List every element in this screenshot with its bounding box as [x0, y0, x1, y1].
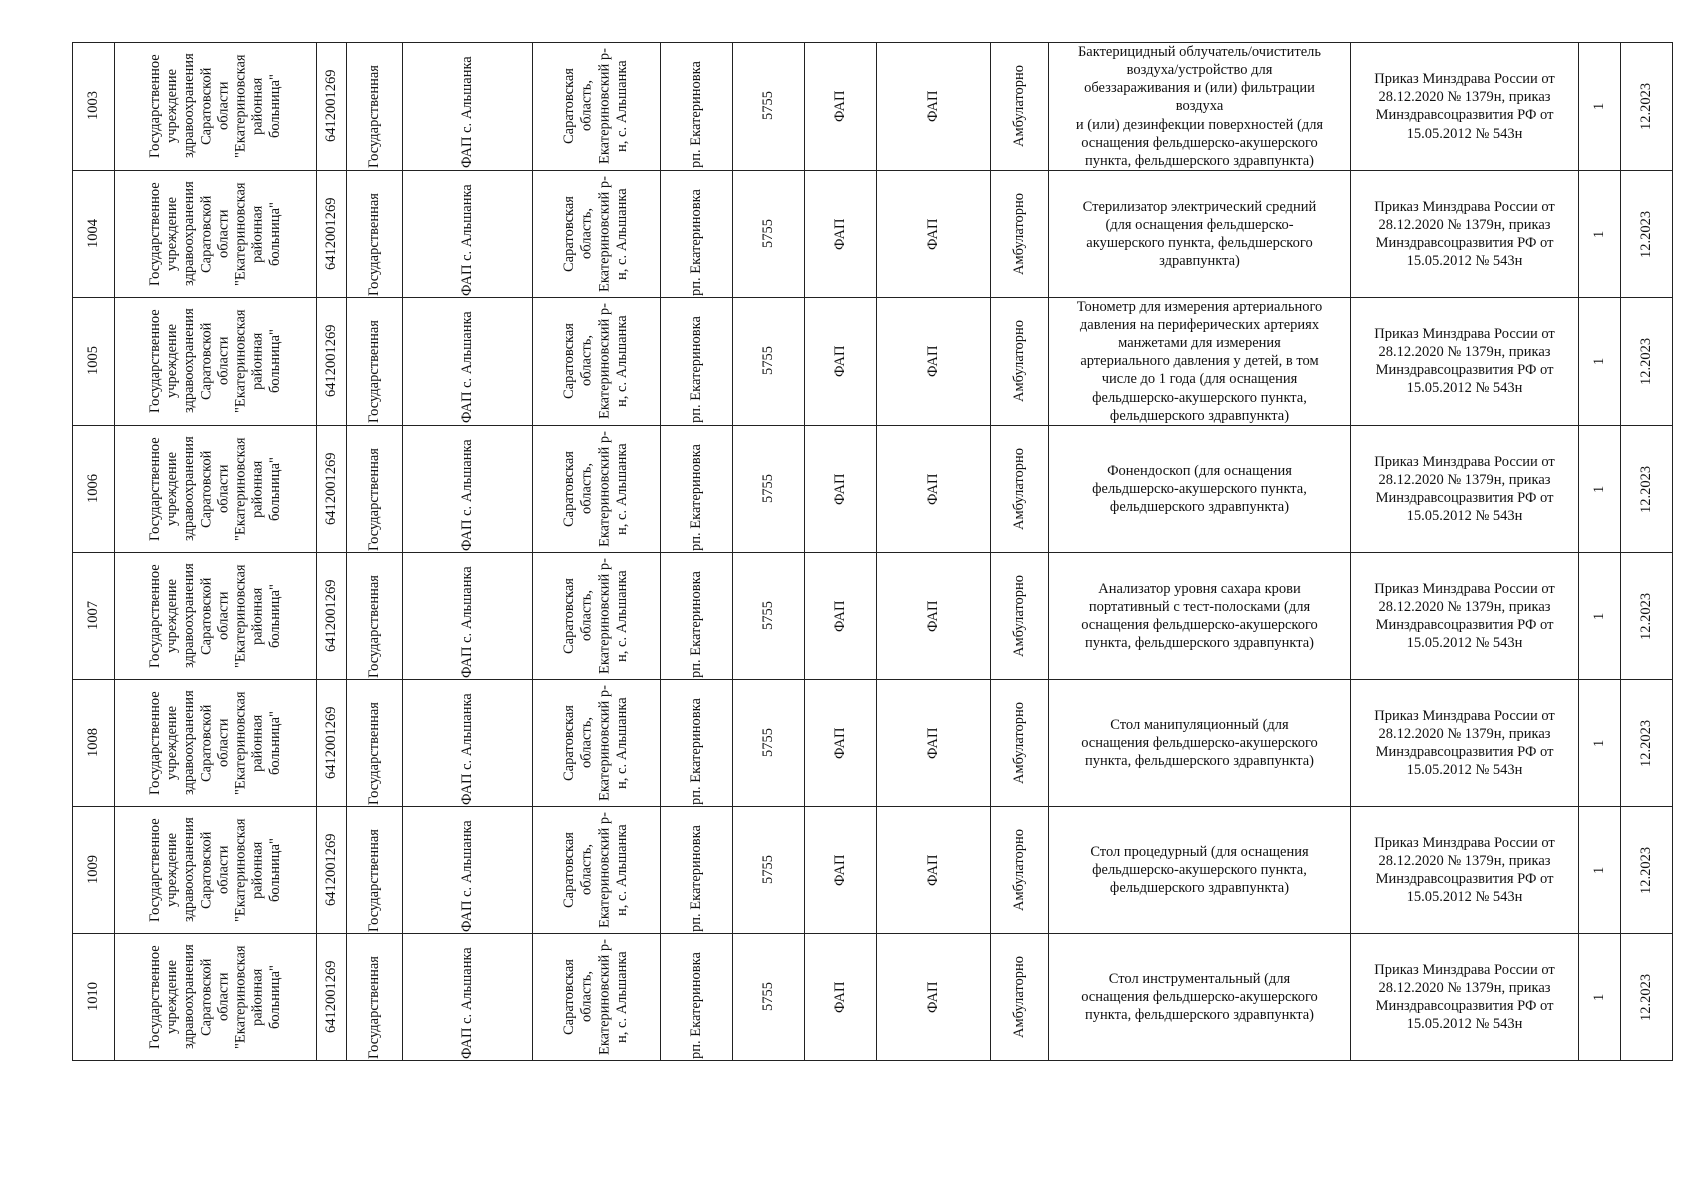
- address-cell: [533, 806, 661, 933]
- care-form-cell: [991, 552, 1049, 679]
- row-number-cell: [73, 170, 115, 297]
- address-cell: [533, 552, 661, 679]
- ownership-cell: [347, 552, 403, 679]
- facility-name: ФАП с. Альшанка: [458, 820, 475, 932]
- quantity: 1: [1590, 357, 1607, 365]
- type2-cell: [877, 425, 991, 552]
- facility-cell: [403, 806, 533, 933]
- date-cell: [1621, 43, 1673, 171]
- facility-cell: [403, 425, 533, 552]
- type1-cell: [805, 297, 877, 425]
- care-form: Амбулаторно: [1010, 701, 1027, 784]
- row-number: 1004: [84, 219, 101, 249]
- ownership: Государственная: [365, 192, 382, 296]
- quantity-cell: [1579, 425, 1621, 552]
- facility-address: Саратовская область, Екатериновский р-н, с. Альшанка: [561, 557, 631, 674]
- legal-basis: Приказ Минздрава России от 28.12.2020 № 1379н, приказ Минздравсоцразвития РФ от 15.05.2012 № 543н: [1374, 707, 1555, 778]
- facility-type: ФАП: [831, 90, 848, 123]
- code: 5755: [759, 219, 776, 249]
- organization-name: Государственное учреждение здравоохранения Саратовской области "Екатериновская районная больница": [147, 690, 283, 796]
- type2-cell: [877, 679, 991, 806]
- care-form-cell: [991, 806, 1049, 933]
- legal-basis: Приказ Минздрава России от 28.12.2020 № 1379н, приказ Минздравсоцразвития РФ от 15.05.2012 № 543н: [1374, 326, 1555, 397]
- inn: 6412001269: [322, 70, 339, 143]
- type2-cell: [877, 43, 991, 171]
- organization-name: Государственное учреждение здравоохранения Саратовской области "Екатериновская районная больница": [147, 181, 283, 287]
- code-cell: [733, 933, 805, 1060]
- row-number: 1005: [84, 346, 101, 376]
- facility-subtype: ФАП: [924, 727, 941, 759]
- date-cell: [1621, 806, 1673, 933]
- locality-cell: [661, 806, 733, 933]
- code: 5755: [759, 855, 776, 885]
- facility-subtype: ФАП: [924, 600, 941, 632]
- facility-cell: [403, 43, 533, 171]
- quantity: 1: [1590, 993, 1607, 1001]
- facility-cell: [403, 170, 533, 297]
- code-cell: [733, 170, 805, 297]
- row-number-cell: [73, 425, 115, 552]
- row-number-cell: [73, 679, 115, 806]
- locality: рп. Екатериновка: [687, 697, 704, 805]
- facility-name: ФАП с. Альшанка: [458, 184, 475, 296]
- facility-name: ФАП с. Альшанка: [458, 439, 475, 551]
- locality: рп. Екатериновка: [687, 443, 704, 551]
- equipment-cell: [1049, 933, 1351, 1060]
- inn-cell: [317, 170, 347, 297]
- ownership-cell: [347, 170, 403, 297]
- equipment-description: Стол процедурный (для оснащения фельдшерско-акушерского пункта, фельдшерского здравпункта): [1090, 843, 1309, 896]
- quantity-cell: [1579, 297, 1621, 425]
- quantity-cell: [1579, 552, 1621, 679]
- equipment-description: Стол манипуляционный (для оснащения фельдшерско-акушерского пункта, фельдшерского здравпункта): [1081, 716, 1318, 769]
- code-cell: [733, 806, 805, 933]
- locality: рп. Екатериновка: [687, 188, 704, 296]
- delivery-date: 12.2023: [1637, 465, 1654, 513]
- organization-name: Государственное учреждение здравоохранения Саратовской области "Екатериновская районная больница": [147, 817, 283, 923]
- type2-cell: [877, 552, 991, 679]
- facility-name: ФАП с. Альшанка: [458, 947, 475, 1059]
- inn-cell: [317, 679, 347, 806]
- delivery-date: 12.2023: [1637, 592, 1654, 640]
- quantity-cell: [1579, 43, 1621, 171]
- facility-cell: [403, 297, 533, 425]
- legal-basis: Приказ Минздрава России от 28.12.2020 № 1379н, приказ Минздравсоцразвития РФ от 15.05.2012 № 543н: [1374, 198, 1555, 269]
- facility-type: ФАП: [831, 218, 848, 250]
- facility-subtype: ФАП: [924, 90, 941, 123]
- type1-cell: [805, 933, 877, 1060]
- organization-cell: [115, 425, 317, 552]
- table-row: [73, 933, 1673, 1060]
- organization-cell: [115, 170, 317, 297]
- organization-name: Государственное учреждение здравоохранения Саратовской области "Екатериновская районная больница": [147, 563, 283, 669]
- ownership: Государственная: [365, 574, 382, 678]
- table-row: [73, 425, 1673, 552]
- inn: 6412001269: [322, 452, 339, 525]
- legal-basis: Приказ Минздрава России от 28.12.2020 № 1379н, приказ Минздравсоцразвития РФ от 15.05.2012 № 543н: [1374, 71, 1555, 142]
- inn: 6412001269: [322, 706, 339, 779]
- facility-subtype: ФАП: [924, 218, 941, 250]
- organization-cell: [115, 43, 317, 171]
- inn-cell: [317, 43, 347, 171]
- ownership-cell: [347, 297, 403, 425]
- ownership-cell: [347, 43, 403, 171]
- facility-subtype: ФАП: [924, 854, 941, 886]
- inn-cell: [317, 425, 347, 552]
- facility-type: ФАП: [831, 981, 848, 1013]
- ownership-cell: [347, 425, 403, 552]
- facility-address: Саратовская область, Екатериновский р-н, с. Альшанка: [561, 684, 631, 801]
- table-row: [73, 297, 1673, 425]
- row-number: 1006: [84, 474, 101, 504]
- facility-type: ФАП: [831, 727, 848, 759]
- quantity-cell: [1579, 933, 1621, 1060]
- equipment-description: Бактерицидный облучатель/очиститель воздуха/устройство для обеззараживания и (или) фильтрации воздуха и (или) дезинфекции поверхностей (для оснащения фельдшерско-акушерского пункта, фельдшерского здравпункта): [1075, 44, 1324, 169]
- equipment-cell: [1049, 806, 1351, 933]
- row-number: 1009: [84, 855, 101, 885]
- locality-cell: [661, 552, 733, 679]
- locality-cell: [661, 425, 733, 552]
- inn: 6412001269: [322, 833, 339, 906]
- facility-type: ФАП: [831, 854, 848, 886]
- organization-cell: [115, 552, 317, 679]
- facility-address: Саратовская область, Екатериновский р-н, с. Альшанка: [561, 938, 631, 1055]
- locality-cell: [661, 679, 733, 806]
- basis-cell: [1351, 425, 1579, 552]
- quantity-cell: [1579, 806, 1621, 933]
- ownership: Государственная: [365, 955, 382, 1059]
- facility-cell: [403, 679, 533, 806]
- facility-address: Саратовская область, Екатериновский р-н, с. Альшанка: [561, 48, 631, 165]
- organization-cell: [115, 297, 317, 425]
- inn: 6412001269: [322, 325, 339, 398]
- care-form: Амбулаторно: [1010, 828, 1027, 911]
- facility-address: Саратовская область, Екатериновский р-н, с. Альшанка: [561, 175, 631, 292]
- type2-cell: [877, 933, 991, 1060]
- ownership: Государственная: [365, 701, 382, 805]
- locality-cell: [661, 297, 733, 425]
- date-cell: [1621, 170, 1673, 297]
- equipment-description: Стол инструментальный (для оснащения фельдшерско-акушерского пункта, фельдшерского здравпункта): [1081, 970, 1318, 1023]
- care-form: Амбулаторно: [1010, 192, 1027, 275]
- facility-subtype: ФАП: [924, 345, 941, 378]
- ownership-cell: [347, 806, 403, 933]
- address-cell: [533, 297, 661, 425]
- organization-name: Государственное учреждение здравоохранения Саратовской области "Екатериновская районная больница": [147, 944, 283, 1050]
- row-number: 1007: [84, 601, 101, 631]
- type1-cell: [805, 43, 877, 171]
- care-form: Амбулаторно: [1010, 65, 1027, 148]
- care-form-cell: [991, 679, 1049, 806]
- table-row: [73, 806, 1673, 933]
- legal-basis: Приказ Минздрава России от 28.12.2020 № 1379н, приказ Минздравсоцразвития РФ от 15.05.2012 № 543н: [1374, 961, 1555, 1032]
- locality: рп. Екатериновка: [687, 951, 704, 1059]
- inn-cell: [317, 297, 347, 425]
- quantity-cell: [1579, 170, 1621, 297]
- code: 5755: [759, 728, 776, 758]
- row-number-cell: [73, 552, 115, 679]
- inn: 6412001269: [322, 960, 339, 1033]
- quantity: 1: [1590, 866, 1607, 874]
- facility-subtype: ФАП: [924, 473, 941, 505]
- quantity: 1: [1590, 739, 1607, 747]
- basis-cell: [1351, 679, 1579, 806]
- locality: рп. Екатериновка: [687, 570, 704, 678]
- ownership-cell: [347, 933, 403, 1060]
- locality: рп. Екатериновка: [687, 61, 704, 169]
- care-form: Амбулаторно: [1010, 955, 1027, 1038]
- table-row: [73, 552, 1673, 679]
- ownership: Государственная: [365, 65, 382, 169]
- type2-cell: [877, 297, 991, 425]
- care-form-cell: [991, 170, 1049, 297]
- equipment-register-table: [72, 42, 1673, 1061]
- facility-name: ФАП с. Альшанка: [458, 693, 475, 805]
- care-form-cell: [991, 425, 1049, 552]
- care-form-cell: [991, 297, 1049, 425]
- table-row: [73, 43, 1673, 171]
- basis-cell: [1351, 933, 1579, 1060]
- equipment-description: Анализатор уровня сахара крови портативный с тест-полосками (для оснащения фельдшерско-акушерского пункта, фельдшерского здравпункта): [1081, 580, 1318, 651]
- legal-basis: Приказ Минздрава России от 28.12.2020 № 1379н, приказ Минздравсоцразвития РФ от 15.05.2012 № 543н: [1374, 580, 1555, 651]
- facility-address: Саратовская область, Екатериновский р-н, с. Альшанка: [561, 430, 631, 547]
- quantity: 1: [1590, 230, 1607, 238]
- code-cell: [733, 297, 805, 425]
- row-number: 1003: [84, 91, 101, 121]
- facility-subtype: ФАП: [924, 981, 941, 1013]
- code-cell: [733, 425, 805, 552]
- inn-cell: [317, 552, 347, 679]
- care-form: Амбулаторно: [1010, 447, 1027, 530]
- locality-cell: [661, 43, 733, 171]
- delivery-date: 12.2023: [1637, 82, 1654, 130]
- date-cell: [1621, 297, 1673, 425]
- code-cell: [733, 552, 805, 679]
- address-cell: [533, 679, 661, 806]
- facility-type: ФАП: [831, 473, 848, 505]
- type2-cell: [877, 170, 991, 297]
- organization-cell: [115, 933, 317, 1060]
- address-cell: [533, 425, 661, 552]
- locality-cell: [661, 933, 733, 1060]
- type2-cell: [877, 806, 991, 933]
- facility-cell: [403, 933, 533, 1060]
- code-cell: [733, 43, 805, 171]
- table-row: [73, 679, 1673, 806]
- row-number: 1010: [84, 982, 101, 1012]
- code: 5755: [759, 982, 776, 1012]
- inn: 6412001269: [322, 579, 339, 652]
- type1-cell: [805, 806, 877, 933]
- locality: рп. Екатериновка: [687, 316, 704, 424]
- row-number-cell: [73, 43, 115, 171]
- ownership: Государственная: [365, 447, 382, 551]
- care-form: Амбулаторно: [1010, 320, 1027, 403]
- inn-cell: [317, 933, 347, 1060]
- care-form-cell: [991, 43, 1049, 171]
- ownership-cell: [347, 679, 403, 806]
- equipment-description: Фонендоскоп (для оснащения фельдшерско-акушерского пункта, фельдшерского здравпункта): [1092, 462, 1307, 515]
- address-cell: [533, 170, 661, 297]
- organization-name: Государственное учреждение здравоохранения Саратовской области "Екатериновская районная больница": [147, 54, 283, 159]
- code: 5755: [759, 474, 776, 504]
- delivery-date: 12.2023: [1637, 719, 1654, 767]
- facility-name: ФАП с. Альшанка: [458, 311, 475, 424]
- facility-name: ФАП с. Альшанка: [458, 566, 475, 678]
- address-cell: [533, 933, 661, 1060]
- date-cell: [1621, 552, 1673, 679]
- code-cell: [733, 679, 805, 806]
- date-cell: [1621, 679, 1673, 806]
- care-form-cell: [991, 933, 1049, 1060]
- delivery-date: 12.2023: [1637, 337, 1654, 385]
- facility-cell: [403, 552, 533, 679]
- table-row: [73, 170, 1673, 297]
- delivery-date: 12.2023: [1637, 846, 1654, 894]
- inn: 6412001269: [322, 197, 339, 271]
- code: 5755: [759, 346, 776, 376]
- delivery-date: 12.2023: [1637, 973, 1654, 1021]
- basis-cell: [1351, 297, 1579, 425]
- equipment-cell: [1049, 43, 1351, 171]
- ownership: Государственная: [365, 320, 382, 424]
- locality-cell: [661, 170, 733, 297]
- facility-address: Саратовская область, Екатериновский р-н, с. Альшанка: [561, 303, 631, 420]
- type1-cell: [805, 170, 877, 297]
- equipment-description: Тонометр для измерения артериального давления на периферических артериях манжетами для измерения артериального давления у детей, в том числе до 1 года (для оснащения фельдшерско-акушерского пункта, фельдшерского здравпункта): [1076, 298, 1323, 424]
- basis-cell: [1351, 552, 1579, 679]
- delivery-date: 12.2023: [1637, 210, 1654, 258]
- quantity: 1: [1590, 102, 1607, 111]
- care-form: Амбулаторно: [1010, 574, 1027, 657]
- row-number-cell: [73, 933, 115, 1060]
- equipment-description: Стерилизатор электрический средний (для оснащения фельдшерско- акушерского пункта, фельдшерского здравпункта): [1082, 198, 1317, 269]
- basis-cell: [1351, 806, 1579, 933]
- locality: рп. Екатериновка: [687, 824, 704, 932]
- code: 5755: [759, 91, 776, 121]
- basis-cell: [1351, 43, 1579, 171]
- inn-cell: [317, 806, 347, 933]
- legal-basis: Приказ Минздрава России от 28.12.2020 № 1379н, приказ Минздравсоцразвития РФ от 15.05.2012 № 543н: [1374, 834, 1555, 905]
- code: 5755: [759, 601, 776, 631]
- row-number: 1008: [84, 728, 101, 758]
- type1-cell: [805, 679, 877, 806]
- basis-cell: [1351, 170, 1579, 297]
- equipment-cell: [1049, 552, 1351, 679]
- row-number-cell: [73, 806, 115, 933]
- facility-name: ФАП с. Альшанка: [458, 56, 475, 169]
- type1-cell: [805, 552, 877, 679]
- date-cell: [1621, 933, 1673, 1060]
- equipment-cell: [1049, 297, 1351, 425]
- equipment-cell: [1049, 679, 1351, 806]
- address-cell: [533, 43, 661, 171]
- equipment-cell: [1049, 170, 1351, 297]
- organization-name: Государственное учреждение здравоохранения Саратовской области "Екатериновская районная больница": [147, 308, 283, 414]
- organization-cell: [115, 679, 317, 806]
- date-cell: [1621, 425, 1673, 552]
- quantity-cell: [1579, 679, 1621, 806]
- facility-type: ФАП: [831, 345, 848, 378]
- facility-type: ФАП: [831, 600, 848, 632]
- row-number-cell: [73, 297, 115, 425]
- quantity: 1: [1590, 485, 1607, 493]
- legal-basis: Приказ Минздрава России от 28.12.2020 № 1379н, приказ Минздравсоцразвития РФ от 15.05.2012 № 543н: [1374, 453, 1555, 524]
- ownership: Государственная: [365, 828, 382, 932]
- type1-cell: [805, 425, 877, 552]
- facility-address: Саратовская область, Екатериновский р-н, с. Альшанка: [561, 811, 631, 928]
- quantity: 1: [1590, 612, 1607, 620]
- organization-name: Государственное учреждение здравоохранения Саратовской области "Екатериновская районная больница": [147, 436, 283, 542]
- equipment-cell: [1049, 425, 1351, 552]
- organization-cell: [115, 806, 317, 933]
